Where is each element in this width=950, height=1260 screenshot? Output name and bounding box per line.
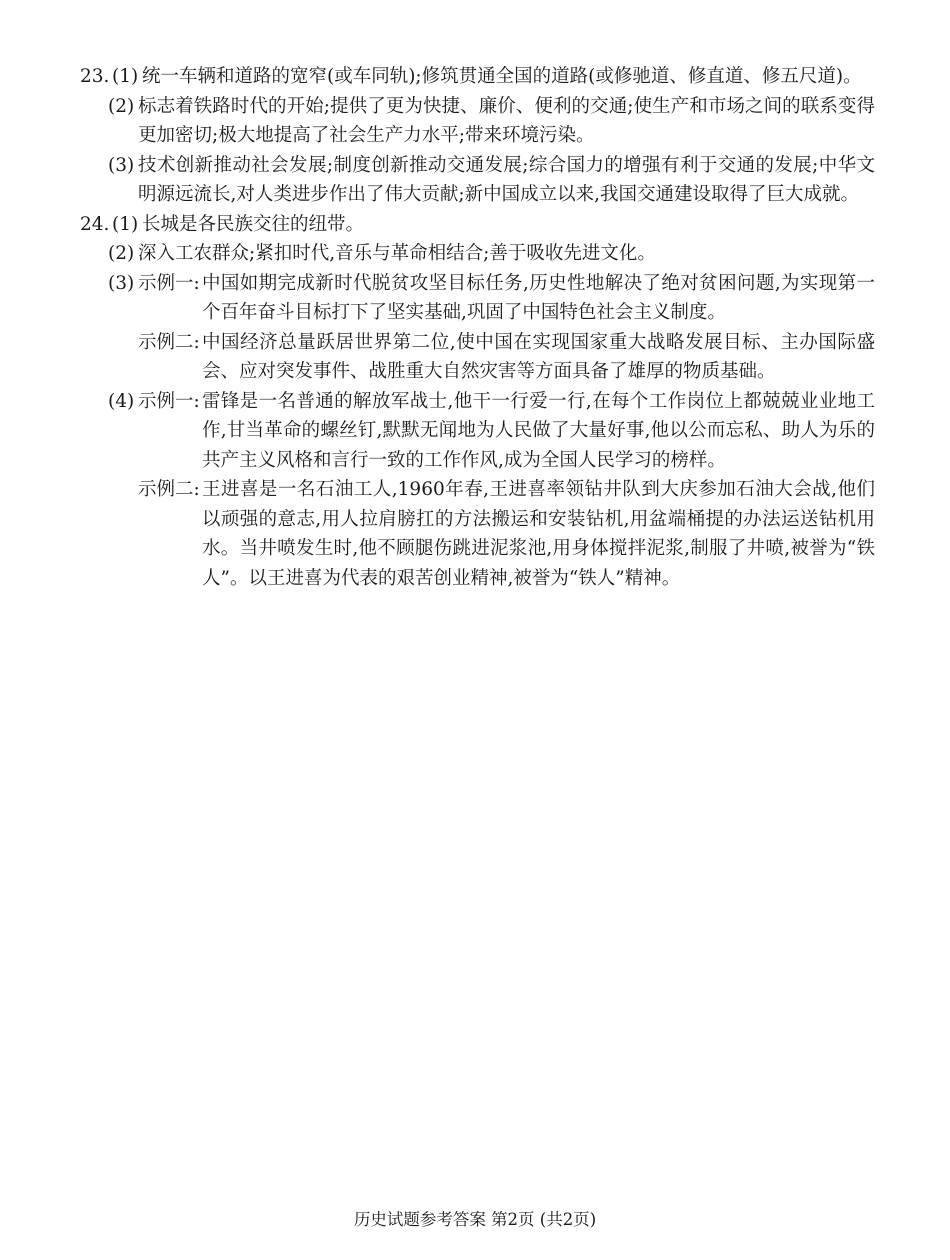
example-label: 示例一:: [138, 272, 200, 294]
page-footer: 历史试题参考答案 第2页 (共2页): [353, 1210, 597, 1229]
answer-part: [108, 269, 875, 328]
part-examples: [138, 328, 875, 387]
example-label: 示例二:: [138, 331, 200, 353]
answer-part: [112, 62, 875, 92]
answer-part: [108, 239, 875, 269]
part-label: (1): [112, 66, 139, 87]
example-label: 示例二:: [138, 479, 200, 500]
example-text: 中国经济总量跃居世界第二位,使中国在实现国家重大战略发展目标、主办国际盛会、应对突发事件、战胜重大自然灾害等方面具备了雄厚的物质基础。: [202, 331, 875, 382]
part-text: 技术创新推动社会发展;制度创新推动交通发展;综合国力的增强有利于交通的发展;中华文明源远流长,对人类进步作出了伟大贡献;新中国成立以来,我国交通建设取得了巨大成就。: [138, 154, 875, 205]
question-24: [80, 210, 875, 240]
part-label: (2): [108, 243, 135, 264]
part-label: (1): [112, 213, 139, 235]
example-text: 王进喜是一名石油工人,1960年春,王进喜率领钻井队到大庆参加石油大会战,他们以顽强的意志,用人拉肩膀扛的方法搬运和安装钻机,用盆端桶提的办法运送钻机用水。当井喷发生时,他不顾腿伤跳进泥浆池,用身体搅拌泥浆,制服了井喷,被誉为“铁人”。以王进喜为代表的艰苦创业精神,被誉为“铁人”精神。: [202, 479, 875, 589]
example-item: [138, 328, 875, 387]
example-label: 示例一:: [138, 390, 200, 412]
part-examples: [138, 269, 875, 328]
question-body: [112, 62, 875, 92]
example-item: [138, 475, 875, 593]
part-text: 深入工农群众;紧扣时代,音乐与革命相结合;善于吸收先进文化。: [138, 243, 656, 264]
answer-part: [108, 328, 875, 387]
question-number: 23.: [80, 66, 110, 87]
answer-part: [108, 475, 875, 593]
part-label: (3): [108, 272, 135, 294]
answer-content: [80, 62, 875, 593]
answer-part: [112, 210, 875, 240]
part-label: (2): [108, 95, 135, 117]
example-item: [138, 387, 875, 476]
part-text: 统一车辆和道路的宽窄(或车同轨);修筑贯通全国的道路(或修驰道、修直道、修五尺道)。: [142, 66, 862, 87]
example-text: 雷锋是一名普通的解放军战士,他干一行爱一行,在每个工作岗位上都兢兢业业地工作,甘当革命的螺丝钉,默默无闻地为人民做了大量好事,他以公而忘私、助人为乐的共产主义风格和言行一致的工作作风,成为全国人民学习的榜样。: [202, 390, 875, 471]
example-text: 中国如期完成新时代脱贫攻坚目标任务,历史性地解决了绝对贫困问题,为实现第一个百年奋斗目标打下了坚实基础,巩固了中国特色社会主义制度。: [202, 272, 875, 323]
example-item: [138, 269, 875, 328]
question-number: 24.: [80, 213, 110, 235]
question-23: [80, 62, 875, 92]
part-examples: [138, 475, 875, 593]
part-label: (3): [108, 154, 135, 176]
answer-part: [108, 387, 875, 476]
answer-part: [108, 92, 875, 151]
part-label: (4): [108, 390, 135, 412]
answer-part: [108, 151, 875, 210]
part-text: 标志着铁路时代的开始;提供了更为快捷、廉价、便利的交通;使生产和市场之间的联系变得更加密切;极大地提高了社会生产力水平;带来环境污染。: [138, 95, 875, 146]
part-text: 长城是各民族交往的纽带。: [142, 213, 365, 235]
question-body: [112, 210, 875, 240]
part-examples: [138, 387, 875, 476]
